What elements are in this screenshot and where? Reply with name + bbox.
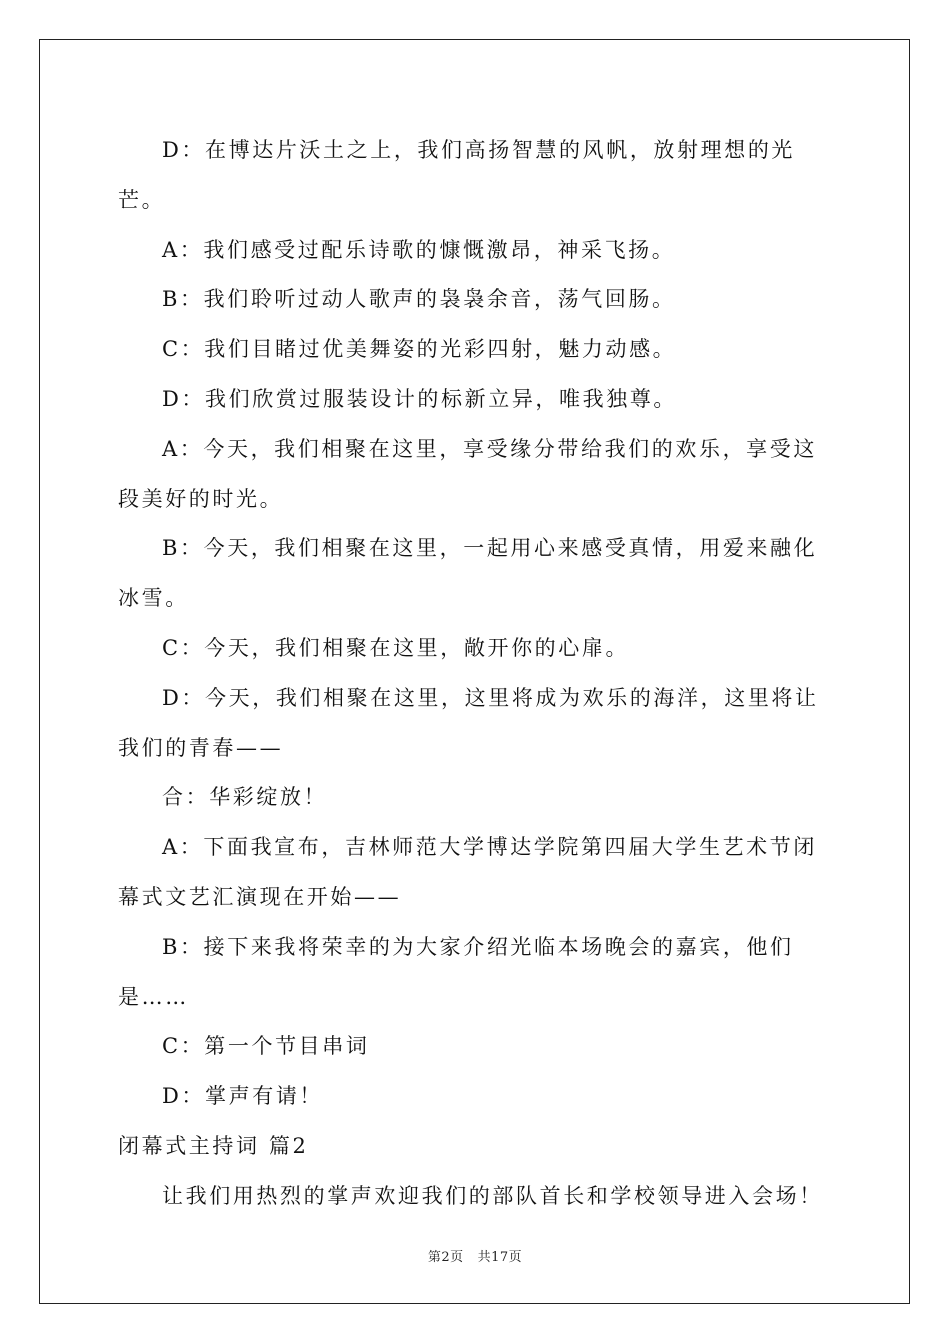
dialogue-line: A：今天，我们相聚在这里，享受缘分带给我们的欢乐，享受这段美好的时光。 — [118, 436, 817, 511]
dialogue-line: D：我们欣赏过服装设计的标新立异，唯我独尊。 — [162, 386, 678, 411]
dialogue-line: B：接下来我将荣幸的为大家介绍光临本场晚会的嘉宾，他们是…… — [118, 934, 794, 1009]
document-body — [118, 126, 838, 1222]
dialogue-line: 合：华彩绽放！ — [162, 785, 328, 810]
dialogue-line: C：第一个节目串词 — [162, 1034, 370, 1059]
page-total: 共17页 — [477, 1250, 523, 1265]
dialogue-line: D：掌声有请！ — [162, 1084, 324, 1109]
dialogue-line: D：在博达片沃土之上，我们高扬智慧的风帆，放射理想的光芒。 — [118, 138, 796, 212]
page-footer — [0, 1246, 950, 1265]
dialogue-line: B：今天，我们相聚在这里，一起用心来感受真情，用爱来融化冰雪。 — [118, 536, 818, 611]
dialogue-line: D：今天，我们相聚在这里，这里将成为欢乐的海洋，这里将让我们的青春—— — [118, 685, 819, 760]
dialogue-line: C：今天，我们相聚在这里，敞开你的心扉。 — [162, 635, 630, 660]
section-heading: 闭幕式主持词 篇2 — [118, 1133, 309, 1158]
dialogue-line: A：我们感受过配乐诗歌的慷慨激昂，神采飞扬。 — [162, 237, 676, 262]
dialogue-line: B：我们聆听过动人歌声的袅袅余音，荡气回肠。 — [162, 287, 676, 312]
page-number: 第2页 — [427, 1250, 464, 1265]
dialogue-line: A：下面我宣布，吉林师范大学博达学院第四届大学生艺术节闭幕式文艺汇演现在开始—— — [118, 835, 817, 909]
dialogue-line: C：我们目睹过优美舞姿的光彩四射，魅力动感。 — [162, 337, 677, 362]
dialogue-line: 让我们用热烈的掌声欢迎我们的部队首长和学校领导进入会场！ — [162, 1183, 823, 1208]
